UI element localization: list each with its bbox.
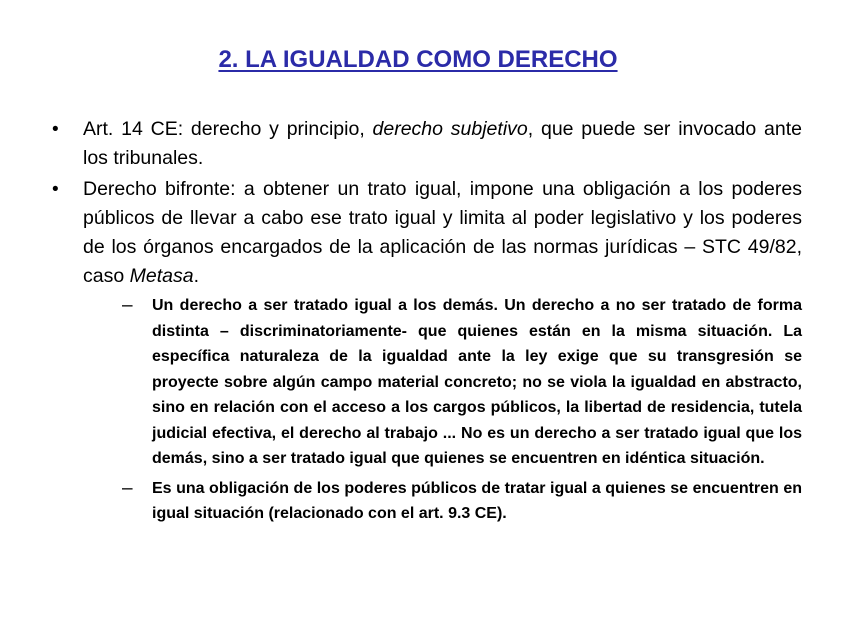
bullet-text: Derecho bifronte: a obtener un trato igual, impone una obligación a los poderes públicos de llevar a cabo ese trato igual y limita al poder legislativo y los poderes de los órganos encargados de la aplicación de las normas jurídicas – STC 49/82, caso — [83, 178, 802, 287]
bullet-text: , que puede ser invocado ante los tribunales. — [83, 118, 802, 169]
dash-marker: – — [122, 477, 133, 499]
bullet-text: Art. 14 CE: derecho y principio, — [83, 118, 373, 140]
sub-bullet-text: Es una obligación de los poderes públicos de tratar igual a quienes se encuentren en igual situación (relacionado con el art. 9.3 CE). — [152, 479, 802, 522]
slide-title: 2. LA IGUALDAD COMO DERECHO — [218, 46, 618, 73]
sub-bullet-item — [118, 476, 802, 527]
sub-bullet-list — [83, 293, 802, 527]
bullet-list — [52, 115, 802, 531]
sub-bullet-item — [118, 293, 802, 472]
bullet-marker: • — [52, 179, 59, 200]
bullet-item-art14 — [52, 115, 802, 173]
sub-bullet-text: Un derecho a ser tratado igual a los demás. Un derecho a no ser tratado de forma distinta – discriminatoriamente- que quienes están en la misma situación. La específica naturaleza de la igualdad ante la ley exige que su transgresión se proyecte sobre algún campo material concreto; no se viola la igualdad en abstracto, sino en relación con el acceso a los cargos públicos, la libertad de residencia, tutela judicial efectiva, el derecho al trabajo ... No es un derecho a ser tratado igual que los demás, sino a ser tratado igual que quienes se encuentren en idéntica situación. — [152, 297, 802, 467]
bullet-item-bifronte — [52, 175, 802, 527]
bullet-text-italic: derecho subjetivo — [372, 118, 528, 140]
bullet-text: . — [193, 265, 199, 287]
dash-marker: – — [122, 295, 133, 316]
bullet-text-italic: Metasa — [129, 265, 194, 287]
bullet-marker: • — [52, 119, 59, 140]
